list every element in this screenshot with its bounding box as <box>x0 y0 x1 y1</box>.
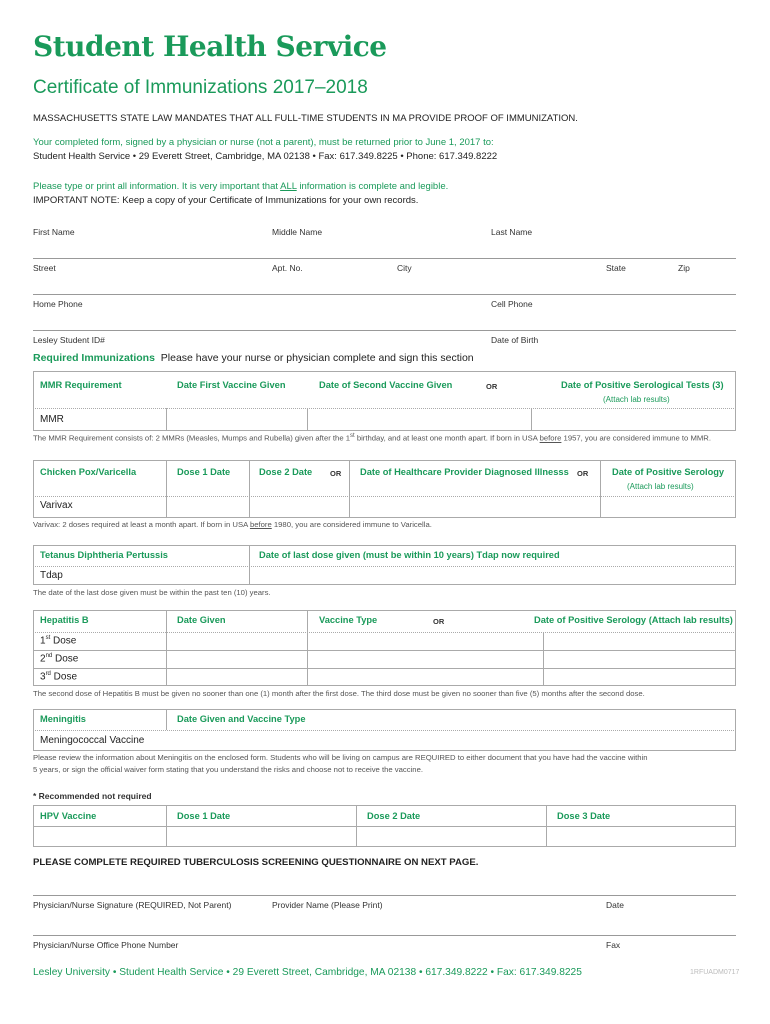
return-note: Your completed form, signed by a physician or nurse (not a parent), must be returned prior to June 1, 2017 to: <box>33 137 494 148</box>
student-id-field[interactable]: Lesley Student ID# <box>33 335 105 345</box>
footer-text: Lesley University • Student Health Service • 29 Everett Street, Cambridge, MA 02138 • 617.349.8222 • Fax: 617.349.8225 <box>33 967 582 978</box>
state-field[interactable]: State <box>606 263 626 273</box>
home-phone-field[interactable]: Home Phone <box>33 299 83 309</box>
col-divider <box>166 709 167 730</box>
row-divider <box>33 632 736 633</box>
col-divider <box>249 545 250 585</box>
cell-phone-field[interactable]: Cell Phone <box>491 299 533 309</box>
zip-field[interactable]: Zip <box>678 263 690 273</box>
form-subtitle: Certificate of Immunizations 2017–2018 <box>33 77 368 98</box>
row-divider <box>33 826 736 827</box>
meningitis-date-header: Date Given and Vaccine Type <box>177 714 306 724</box>
varivax-row-label: Varivax <box>40 500 73 511</box>
divider <box>33 294 736 295</box>
mandate-text: MASSACHUSETTS STATE LAW MANDATES THAT ALL FULL-TIME STUDENTS IN MA PROVIDE PROOF OF IMMUNIZATION. <box>33 113 578 124</box>
hpv-header: HPV Vaccine <box>40 811 97 821</box>
fax-field[interactable]: Fax <box>606 940 621 950</box>
divider <box>33 330 736 331</box>
col-divider <box>543 632 544 686</box>
hepb-dose-3: 3rd Dose <box>40 671 78 683</box>
signature-field[interactable]: Physician/Nurse Signature (REQUIRED, Not Parent) <box>33 900 232 910</box>
divider <box>33 258 736 259</box>
divider <box>33 935 736 936</box>
city-field[interactable]: City <box>397 263 412 273</box>
col-divider <box>600 460 601 518</box>
meningitis-header: Meningitis <box>40 714 86 724</box>
or-label: OR <box>577 469 589 478</box>
col-divider <box>307 408 308 431</box>
tdap-date-header: Date of last dose given (must be within 10 years) Tdap now required <box>259 550 560 560</box>
row-divider <box>33 650 736 651</box>
row-divider <box>33 566 736 567</box>
required-immunizations-heading: Required Immunizations Please have your nurse or physician complete and sign this section <box>33 352 474 364</box>
mmr-second-date-header: Date of Second Vaccine Given <box>319 380 453 390</box>
middle-name-field[interactable]: Middle Name <box>272 227 323 237</box>
tdap-header: Tetanus Diphtheria Pertussis <box>40 550 168 560</box>
attach-lab-note: (Attach lab results) <box>603 395 670 404</box>
recommended-note: * Recommended not required <box>33 791 152 801</box>
tdap-row-label: Tdap <box>40 570 63 581</box>
row-divider <box>33 408 736 409</box>
last-name-field[interactable]: Last Name <box>491 227 533 237</box>
meningitis-note-1: Please review the information about Meningitis on the enclosed form. Students who will be living on campus are REQUIRED to either document that you have had the vaccine within <box>33 753 648 762</box>
varicella-note: Varivax: 2 doses required at least a month apart. If born in USA before 1980, you are considered immune to Varicella. <box>33 520 432 529</box>
form-code: 1RFUADM0717 <box>690 969 740 976</box>
hepb-dose-2: 2nd Dose <box>40 653 79 665</box>
mmr-serology-header: Date of Positive Serological Tests (3) <box>561 380 724 390</box>
or-label: OR <box>330 469 342 478</box>
col-divider <box>166 460 167 518</box>
or-label: OR <box>433 617 445 626</box>
hepb-header: Hepatitis B <box>40 615 89 625</box>
mmr-header: MMR Requirement <box>40 380 122 390</box>
row-divider <box>33 496 736 497</box>
apt-field[interactable]: Apt. No. <box>272 263 303 273</box>
signature-date-field[interactable]: Date <box>606 900 624 910</box>
col-divider <box>546 805 547 847</box>
col-divider <box>166 805 167 847</box>
print-note: Please type or print all information. It is very important that ALL information is complete and legible. <box>33 181 449 192</box>
hpv-dose2-header: Dose 2 Date <box>367 811 421 821</box>
col-divider <box>349 460 350 518</box>
mmr-note: The MMR Requirement consists of: 2 MMRs (Measles, Mumps and Rubella) given after the 1st birthday, and at least one month apart. If born in USA before 1957, you are considered immune to MMR. <box>33 433 711 443</box>
divider <box>33 895 736 896</box>
col-divider <box>531 408 532 431</box>
hpv-dose3-header: Dose 3 Date <box>557 811 611 821</box>
street-field[interactable]: Street <box>33 263 56 273</box>
col-divider <box>307 610 308 686</box>
or-label: OR <box>486 382 498 391</box>
varicella-diagnosed-header: Date of Healthcare Provider Diagnosed Illnesss <box>360 467 569 477</box>
hepb-dose-1: 1st Dose <box>40 635 77 647</box>
attach-lab-note: (Attach lab results) <box>627 482 694 491</box>
mmr-row-label: MMR <box>40 414 64 425</box>
office-phone-field[interactable]: Physician/Nurse Office Phone Number <box>33 940 179 950</box>
row-divider <box>33 668 736 669</box>
first-name-field[interactable]: First Name <box>33 227 75 237</box>
varicella-dose2-header: Dose 2 Date <box>259 467 313 477</box>
hpv-dose1-header: Dose 1 Date <box>177 811 231 821</box>
page-title: Student Health Service <box>33 30 387 63</box>
meningitis-note-2: 5 years, or sign the official waiver form stating that you understand the risks and choose not to receive the vaccine. <box>33 765 423 774</box>
row-divider <box>33 730 736 731</box>
col-divider <box>166 408 167 431</box>
col-divider <box>356 805 357 847</box>
varicella-serology-header: Date of Positive Serology <box>612 467 725 477</box>
hepb-date-header: Date Given <box>177 615 226 625</box>
varicella-dose1-header: Dose 1 Date <box>177 467 231 477</box>
meningococcal-row-label: Meningococcal Vaccine <box>40 735 145 746</box>
col-divider <box>166 610 167 686</box>
mmr-first-date-header: Date First Vaccine Given <box>177 380 286 390</box>
tb-screening-note: PLEASE COMPLETE REQUIRED TUBERCULOSIS SCREENING QUESTIONNAIRE ON NEXT PAGE. <box>33 857 479 868</box>
hepb-vaccine-type-header: Vaccine Type <box>319 615 378 625</box>
address-line: Student Health Service • 29 Everett Street, Cambridge, MA 02138 • Fax: 617.349.8225 • Phone: 617.349.8222 <box>33 151 498 162</box>
dob-field[interactable]: Date of Birth <box>491 335 539 345</box>
hepb-note: The second dose of Hepatitis B must be given no sooner than one (1) month after the first dose. The third dose must be given no sooner than five (5) months after the second dose. <box>33 689 645 698</box>
col-divider <box>249 460 250 518</box>
varicella-header: Chicken Pox/Varicella <box>40 467 137 477</box>
provider-name-field[interactable]: Provider Name (Please Print) <box>272 900 383 910</box>
hepb-serology-header: Date of Positive Serology (Attach lab results) <box>534 615 733 625</box>
important-note: IMPORTANT NOTE: Keep a copy of your Certificate of Immunizations for your own records. <box>33 195 419 206</box>
tdap-note: The date of the last dose given must be within the past ten (10) years. <box>33 588 271 597</box>
